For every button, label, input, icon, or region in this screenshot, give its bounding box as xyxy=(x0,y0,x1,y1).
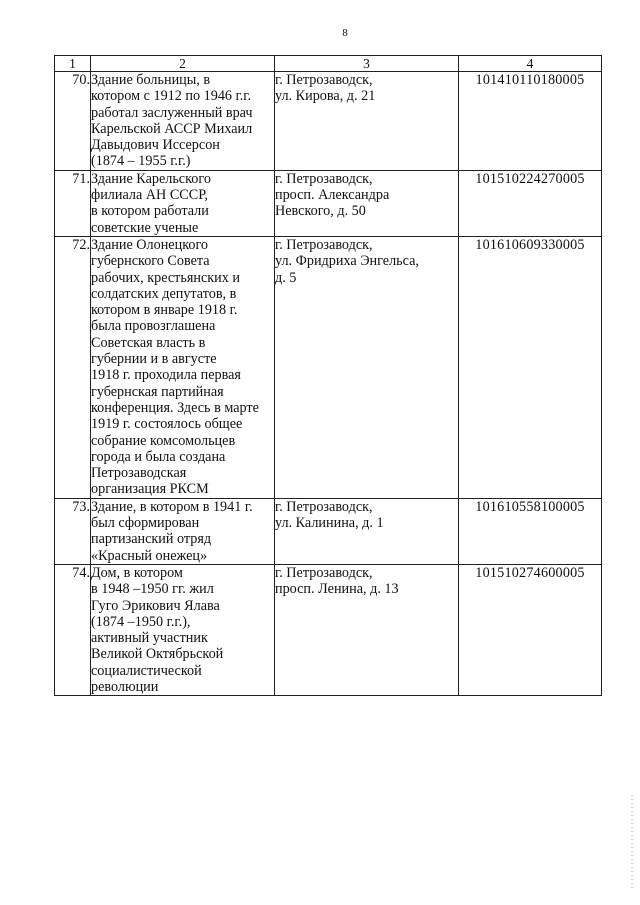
row-number: 73. xyxy=(55,498,91,564)
registry-code: 101610609330005 xyxy=(459,236,602,498)
row-number: 70. xyxy=(55,72,91,171)
object-address: г. Петрозаводск, ул. Фридриха Энгельса, д. 5 xyxy=(275,236,459,498)
object-name: Здание Карельского филиала АН СССР, в котором работали советские ученые xyxy=(91,170,275,236)
table-row xyxy=(55,498,602,564)
object-address: г. Петрозаводск, ул. Калинина, д. 1 xyxy=(275,498,459,564)
row-number: 74. xyxy=(55,564,91,695)
object-name: Дом, в котором в 1948 –1950 гг. жил Гуго Эрикович Ялава (1874 –1950 г.г.), активный участник Великой Октябрьской социалистической революции xyxy=(91,564,275,695)
table-row xyxy=(55,72,602,171)
table-row xyxy=(55,564,602,695)
object-name: Здание Олонецкого губернского Совета рабочих, крестьянских и солдатских депутатов, в котором в январе 1918 г. была провозглашена Советская власть в губернии и в августе 1918 г. проходила первая губернская партийная конференция. Здесь в марте 1919 г. состоялось общее собрание комсомольцев города и была создана Петрозаводская организация РКСМ xyxy=(91,236,275,498)
registry-code: 101510274600005 xyxy=(459,564,602,695)
table-row xyxy=(55,236,602,498)
table-row xyxy=(55,170,602,236)
heritage-objects-table xyxy=(54,55,602,696)
registry-code: 101510224270005 xyxy=(459,170,602,236)
row-number: 72. xyxy=(55,236,91,498)
object-address: г. Петрозаводск, ул. Кирова, д. 21 xyxy=(275,72,459,171)
column-header-1: 1 xyxy=(55,56,91,72)
page-number: 8 xyxy=(342,27,348,39)
column-header-2: 2 xyxy=(91,56,275,72)
registry-code: 101410110180005 xyxy=(459,72,602,171)
column-header-3: 3 xyxy=(275,56,459,72)
table-header-row xyxy=(55,56,602,72)
registry-code: 101610558100005 xyxy=(459,498,602,564)
object-address: г. Петрозаводск, просп. Александра Невского, д. 50 xyxy=(275,170,459,236)
object-name: Здание, в котором в 1941 г. был сформирован партизанский отряд «Красный онежец» xyxy=(91,498,275,564)
object-address: г. Петрозаводск, просп. Ленина, д. 13 xyxy=(275,564,459,695)
column-header-4: 4 xyxy=(459,56,602,72)
row-number: 71. xyxy=(55,170,91,236)
scan-edge-marks xyxy=(631,795,634,890)
object-name: Здание больницы, в котором с 1912 по 1946 г.г. работал заслуженный врач Карельской АССР Михаил Давыдович Иссерсон (1874 – 1955 г.г.) xyxy=(91,72,275,171)
